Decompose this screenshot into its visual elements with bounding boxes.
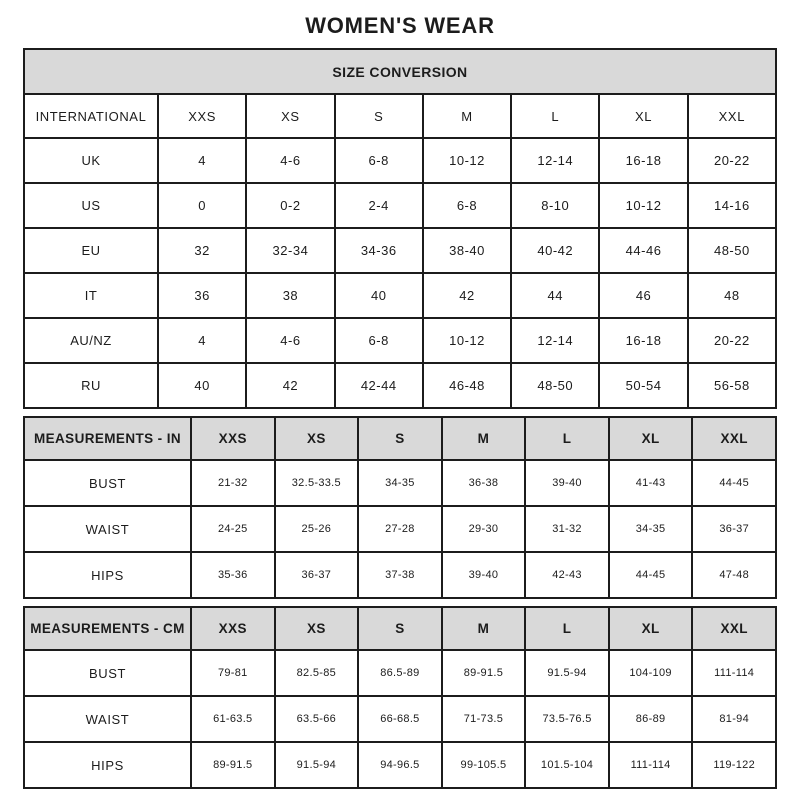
column-header-cell: S (358, 417, 442, 460)
value-cell: 79-81 (191, 650, 275, 696)
table-row (24, 650, 776, 696)
value-cell: 10-12 (599, 183, 687, 228)
table-row (24, 460, 776, 506)
row-label-cell: RU (24, 363, 158, 408)
value-cell: 38-40 (423, 228, 511, 273)
column-header-cell: S (335, 94, 423, 138)
value-cell: 81-94 (692, 696, 776, 742)
value-cell: 44-46 (599, 228, 687, 273)
value-cell: 8-10 (511, 183, 599, 228)
column-header-cell: XXL (692, 607, 776, 650)
value-cell: 50-54 (599, 363, 687, 408)
value-cell: 4-6 (246, 318, 334, 363)
column-header-row (24, 94, 776, 138)
value-cell: 42-43 (525, 552, 609, 598)
column-header-row (24, 417, 776, 460)
value-cell: 20-22 (688, 318, 776, 363)
value-cell: 40 (335, 273, 423, 318)
column-header-cell: XXS (191, 417, 275, 460)
value-cell: 12-14 (511, 138, 599, 183)
row-label-cell: US (24, 183, 158, 228)
value-cell: 99-105.5 (442, 742, 526, 788)
value-cell: 25-26 (275, 506, 359, 552)
value-cell: 119-122 (692, 742, 776, 788)
value-cell: 66-68.5 (358, 696, 442, 742)
row-label-cell: IT (24, 273, 158, 318)
value-cell: 42 (246, 363, 334, 408)
value-cell: 44 (511, 273, 599, 318)
value-cell: 101.5-104 (525, 742, 609, 788)
value-cell: 36-37 (692, 506, 776, 552)
column-header-cell: L (525, 417, 609, 460)
value-cell: 32.5-33.5 (275, 460, 359, 506)
column-header-cell: XL (599, 94, 687, 138)
value-cell: 10-12 (423, 318, 511, 363)
value-cell: 36-37 (275, 552, 359, 598)
value-cell: 46 (599, 273, 687, 318)
value-cell: 63.5-66 (275, 696, 359, 742)
value-cell: 48-50 (511, 363, 599, 408)
value-cell: 0 (158, 183, 246, 228)
column-header-cell: XXS (191, 607, 275, 650)
row-label-cell: BUST (24, 650, 191, 696)
row-label-cell: BUST (24, 460, 191, 506)
column-header-cell: M (442, 607, 526, 650)
table-row (24, 273, 776, 318)
column-header-cell: L (511, 94, 599, 138)
table-row (24, 742, 776, 788)
value-cell: 4 (158, 138, 246, 183)
value-cell: 16-18 (599, 138, 687, 183)
value-cell: 89-91.5 (442, 650, 526, 696)
value-cell: 27-28 (358, 506, 442, 552)
column-header-cell: S (358, 607, 442, 650)
row-label-cell: UK (24, 138, 158, 183)
column-header-row (24, 607, 776, 650)
value-cell: 41-43 (609, 460, 693, 506)
value-cell: 42 (423, 273, 511, 318)
column-header-cell: M (423, 94, 511, 138)
value-cell: 37-38 (358, 552, 442, 598)
value-cell: 39-40 (525, 460, 609, 506)
value-cell: 47-48 (692, 552, 776, 598)
value-cell: 40-42 (511, 228, 599, 273)
column-header-cell: M (442, 417, 526, 460)
table-row (24, 228, 776, 273)
value-cell: 48-50 (688, 228, 776, 273)
value-cell: 94-96.5 (358, 742, 442, 788)
column-header-cell: XS (275, 417, 359, 460)
value-cell: 46-48 (423, 363, 511, 408)
value-cell: 21-32 (191, 460, 275, 506)
value-cell: 35-36 (191, 552, 275, 598)
value-cell: 36 (158, 273, 246, 318)
value-cell: 16-18 (599, 318, 687, 363)
value-cell: 29-30 (442, 506, 526, 552)
value-cell: 36-38 (442, 460, 526, 506)
value-cell: 4 (158, 318, 246, 363)
page-title: WOMEN'S WEAR (305, 13, 495, 38)
value-cell: 91.5-94 (525, 650, 609, 696)
value-cell: 20-22 (688, 138, 776, 183)
value-cell: 10-12 (423, 138, 511, 183)
size-conversion-table (23, 48, 777, 409)
value-cell: 86-89 (609, 696, 693, 742)
value-cell: 48 (688, 273, 776, 318)
value-cell: 12-14 (511, 318, 599, 363)
value-cell: 89-91.5 (191, 742, 275, 788)
value-cell: 56-58 (688, 363, 776, 408)
column-header-cell: INTERNATIONAL (24, 94, 158, 138)
value-cell: 61-63.5 (191, 696, 275, 742)
value-cell: 6-8 (335, 318, 423, 363)
value-cell: 31-32 (525, 506, 609, 552)
column-header-cell: XXS (158, 94, 246, 138)
value-cell: 2-4 (335, 183, 423, 228)
value-cell: 34-36 (335, 228, 423, 273)
value-cell: 104-109 (609, 650, 693, 696)
table-row (24, 183, 776, 228)
value-cell: 4-6 (246, 138, 334, 183)
value-cell: 40 (158, 363, 246, 408)
value-cell: 6-8 (335, 138, 423, 183)
row-label-cell: HIPS (24, 742, 191, 788)
table-band-row (24, 49, 776, 94)
table-row (24, 696, 776, 742)
table-row (24, 506, 776, 552)
value-cell: 111-114 (692, 650, 776, 696)
row-label-cell: WAIST (24, 506, 191, 552)
table-row (24, 363, 776, 408)
measurements-in-table (23, 416, 777, 599)
measurements-cm-table (23, 606, 777, 789)
value-cell: 73.5-76.5 (525, 696, 609, 742)
column-header-cell: XXL (688, 94, 776, 138)
value-cell: 32-34 (246, 228, 334, 273)
value-cell: 38 (246, 273, 334, 318)
value-cell: 91.5-94 (275, 742, 359, 788)
value-cell: 82.5-85 (275, 650, 359, 696)
value-cell: 32 (158, 228, 246, 273)
row-label-cell: WAIST (24, 696, 191, 742)
value-cell: 86.5-89 (358, 650, 442, 696)
column-header-cell: XS (275, 607, 359, 650)
row-label-cell: HIPS (24, 552, 191, 598)
value-cell: 111-114 (609, 742, 693, 788)
table-row (24, 138, 776, 183)
value-cell: 14-16 (688, 183, 776, 228)
column-header-cell: XL (609, 417, 693, 460)
table-title-cell: MEASUREMENTS - CM (24, 607, 191, 650)
table-title-cell: MEASUREMENTS - IN (24, 417, 191, 460)
column-header-cell: XS (246, 94, 334, 138)
row-label-cell: EU (24, 228, 158, 273)
value-cell: 24-25 (191, 506, 275, 552)
column-header-cell: XXL (692, 417, 776, 460)
value-cell: 71-73.5 (442, 696, 526, 742)
column-header-cell: L (525, 607, 609, 650)
value-cell: 44-45 (609, 552, 693, 598)
value-cell: 42-44 (335, 363, 423, 408)
value-cell: 44-45 (692, 460, 776, 506)
value-cell: 0-2 (246, 183, 334, 228)
row-label-cell: AU/NZ (24, 318, 158, 363)
table-row (24, 318, 776, 363)
column-header-cell: XL (609, 607, 693, 650)
value-cell: 6-8 (423, 183, 511, 228)
table-band-header: SIZE CONVERSION (24, 49, 776, 94)
table-row (24, 552, 776, 598)
value-cell: 34-35 (609, 506, 693, 552)
value-cell: 34-35 (358, 460, 442, 506)
value-cell: 39-40 (442, 552, 526, 598)
